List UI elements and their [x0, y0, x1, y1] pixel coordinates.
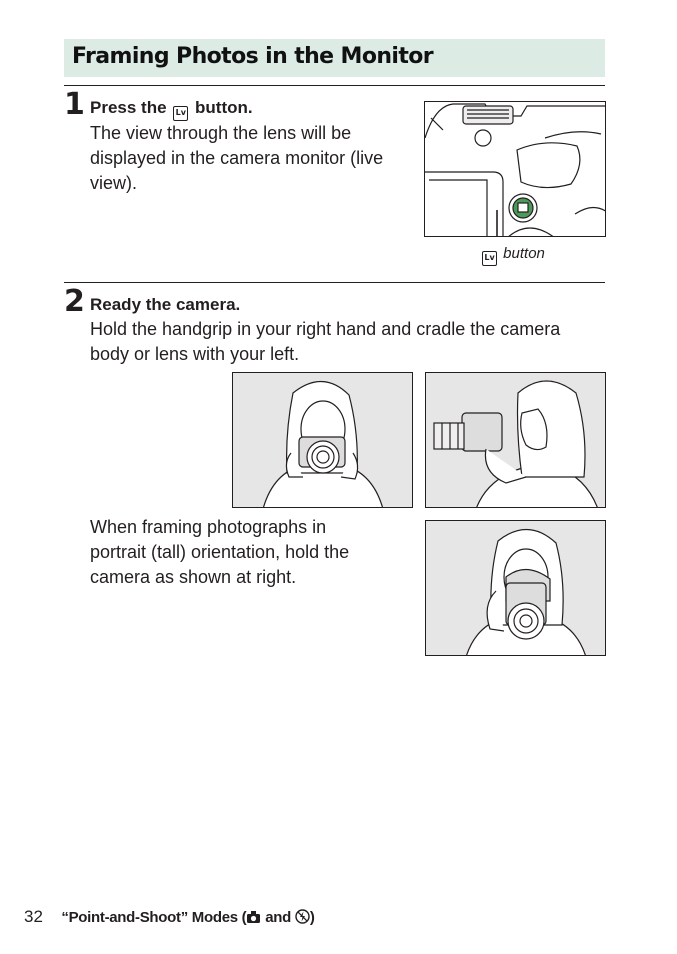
- caption-text: button: [503, 245, 545, 262]
- step-1-description: [90, 121, 410, 196]
- divider: [64, 85, 605, 86]
- text-line: view).: [90, 173, 138, 193]
- lv-button-caption: [480, 245, 545, 266]
- lv-button-icon: Lv: [482, 251, 497, 266]
- text-line: When framing photographs in: [90, 517, 327, 537]
- step-1-heading-end: button.: [195, 98, 253, 117]
- lv-button-icon: Lv: [173, 106, 188, 121]
- text-line: Hold the handgrip in your right hand and cradle the camera: [90, 319, 561, 339]
- running-title-and: and: [265, 909, 292, 926]
- text-line: displayed in the camera monitor (live: [90, 148, 384, 168]
- step-1-heading-start: Press the: [90, 98, 167, 117]
- portrait-hold-illustration: [425, 520, 606, 656]
- text-line: portrait (tall) orientation, hold the: [90, 542, 350, 562]
- front-hold-illustration: [232, 372, 413, 508]
- text-line: The view through the lens will be: [90, 123, 352, 143]
- section-title-bar: [64, 39, 605, 77]
- auto-mode-icon: [246, 909, 261, 924]
- running-title: [61, 909, 314, 926]
- divider: [64, 282, 605, 283]
- page-title: Framing Photos in the Monitor: [72, 44, 434, 69]
- portrait-orientation-note: [90, 515, 410, 590]
- page-number: 32: [24, 907, 43, 926]
- page-footer: [24, 907, 315, 927]
- text-line: camera as shown at right.: [90, 567, 297, 587]
- text-line: body or lens with your left.: [90, 344, 300, 364]
- step-1-heading: [90, 98, 253, 121]
- side-hold-illustration: [425, 372, 606, 508]
- step-2-heading: Ready the camera.: [90, 295, 241, 314]
- running-title-start: “Point-and-Shoot” Modes (: [61, 909, 247, 926]
- step-2-description: [90, 317, 605, 367]
- step-2-number: 2: [64, 284, 85, 319]
- camera-back-illustration: [424, 101, 606, 237]
- step-1-number: 1: [64, 87, 85, 122]
- running-title-end: ): [309, 909, 315, 926]
- flash-off-mode-icon: [295, 909, 310, 924]
